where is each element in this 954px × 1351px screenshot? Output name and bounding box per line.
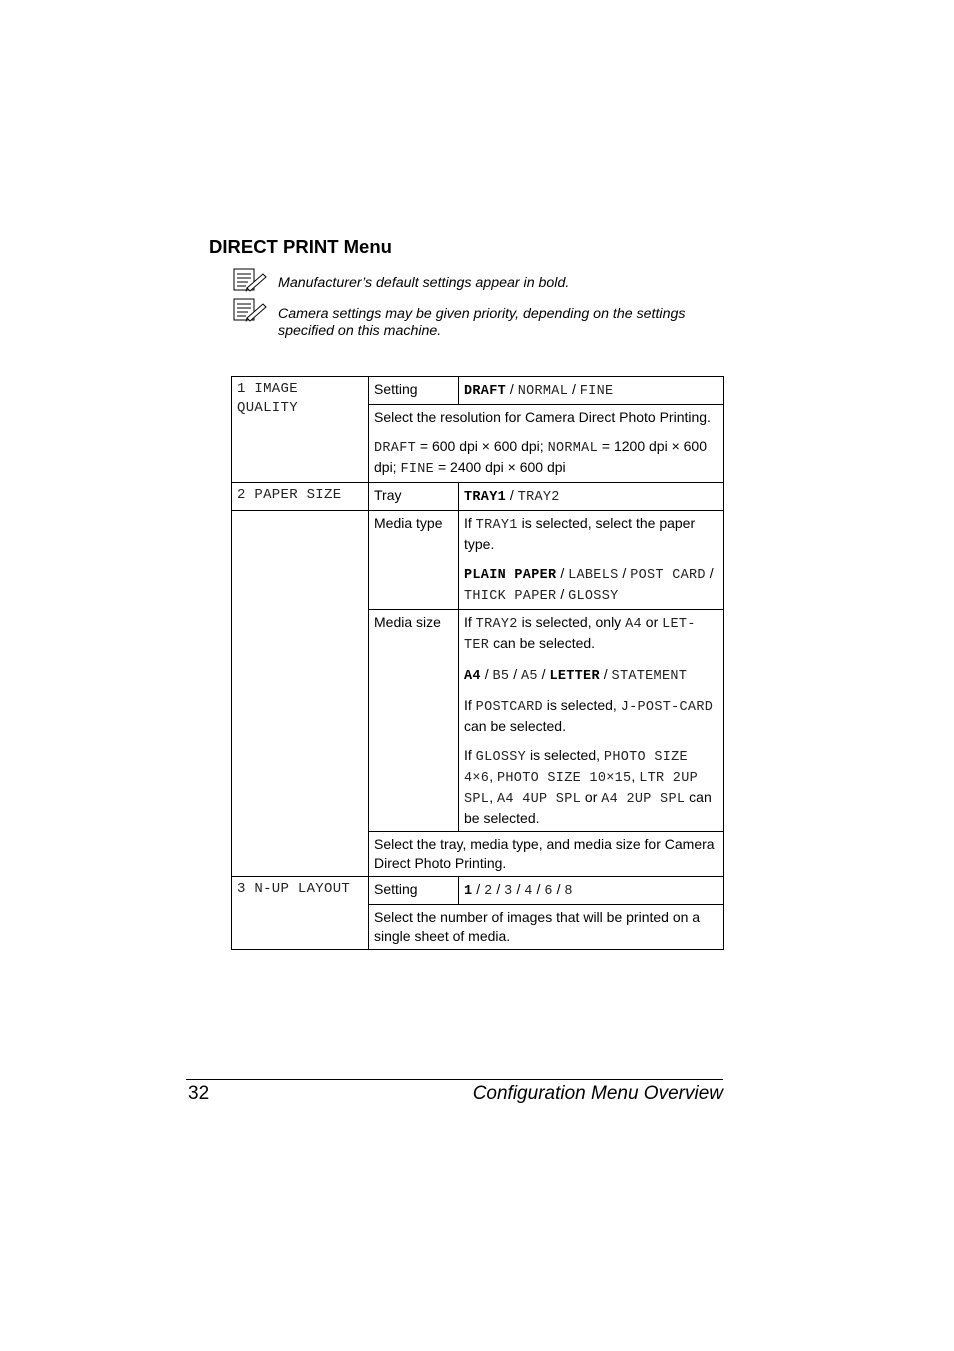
- table-row: [232, 511, 724, 610]
- note-default-settings: [233, 268, 713, 294]
- footer-section-title: Configuration Menu Overview: [472, 1083, 723, 1104]
- menu-item-paper-size: 2 PAPER SIZE: [232, 483, 369, 511]
- table-row: [232, 483, 724, 511]
- setting-description: Select the tray, media type, and media size for Camera Direct Photo Printing.: [369, 832, 724, 877]
- setting-options: 1 / 2 / 3 / 4 / 6 / 8: [459, 877, 724, 905]
- page-title: DIRECT PRINT Menu: [209, 236, 392, 257]
- page-number: 32: [188, 1083, 210, 1104]
- media-size-label: Media size: [369, 610, 459, 832]
- note-pencil-icon: [233, 268, 267, 292]
- note-pencil-icon: [233, 298, 267, 322]
- setting-label: Setting: [369, 877, 459, 905]
- setting-description: Select the number of images that will be printed on a single sheet of media.: [369, 905, 724, 950]
- table-row: [232, 377, 724, 405]
- note-camera-priority: [233, 298, 713, 342]
- media-size-options: If TRAY2 is selected, only A4 or LET-TER can be selected. A4 / B5 / A5 / LETTER / STATEMENT If POSTCARD is selected, J-POST-CARD can be selected. If GLOSSY is selected, PHOTO SIZE 4×6, PHOTO SIZE 10×15, LTR 2UP SPL, A4 4UP SPL or A4 2UP SPL can be selected.: [459, 610, 724, 832]
- tray-options: TRAY1 / TRAY2: [459, 483, 724, 511]
- footer-divider: [186, 1079, 723, 1080]
- empty-cell: [232, 511, 369, 877]
- menu-item-image-quality: 1 IMAGE QUALITY: [232, 377, 369, 483]
- setting-options: DRAFT / NORMAL / FINE: [459, 377, 724, 405]
- note-text: Manufacturer’s default settings appear in bold.: [278, 275, 570, 291]
- note-text: Camera settings may be given priority, depending on the settings specified on this machine.: [278, 306, 686, 339]
- tray-label: Tray: [369, 483, 459, 511]
- setting-description: Select the resolution for Camera Direct Photo Printing. DRAFT = 600 dpi × 600 dpi; NORMAL = 1200 dpi × 600 dpi; FINE = 2400 dpi × 600 dpi: [369, 405, 724, 483]
- direct-print-menu-table: [231, 376, 724, 950]
- table-row: [232, 877, 724, 905]
- media-type-options: If TRAY1 is selected, select the paper type. PLAIN PAPER / LABELS / POST CARD / THICK PAPER / GLOSSY: [459, 511, 724, 610]
- menu-item-nup-layout: 3 N-UP LAYOUT: [232, 877, 369, 950]
- media-type-label: Media type: [369, 511, 459, 610]
- setting-label: Setting: [369, 377, 459, 405]
